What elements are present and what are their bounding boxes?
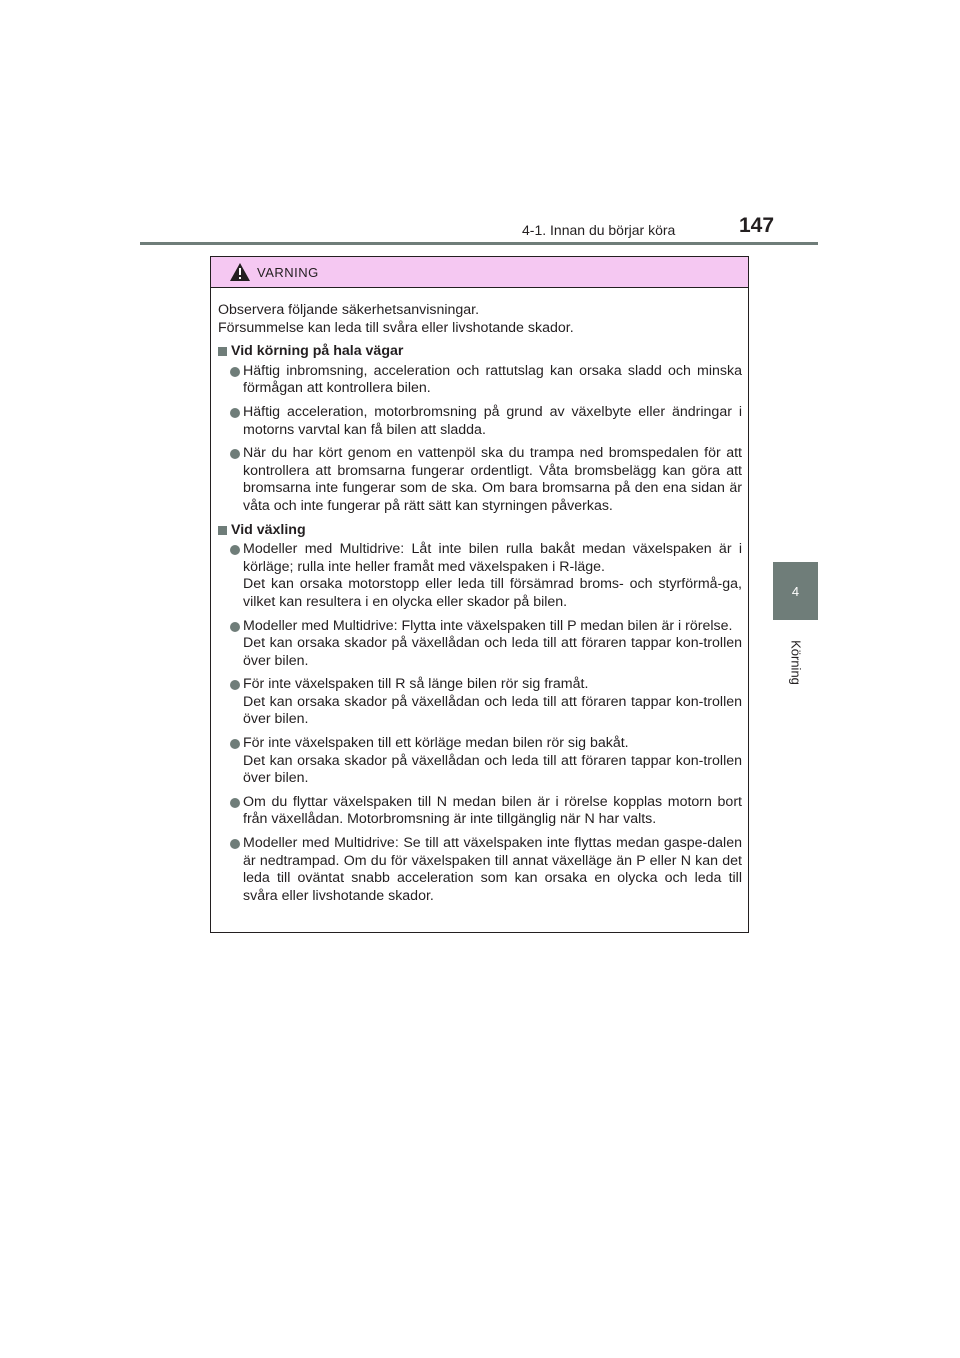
list-item <box>218 363 742 398</box>
bullet-list <box>218 541 742 905</box>
circle-bullet-icon <box>230 798 240 808</box>
list-item <box>218 618 742 671</box>
warning-intro <box>218 302 742 337</box>
circle-bullet-icon <box>230 622 240 632</box>
list-item <box>218 541 742 611</box>
circle-bullet-icon <box>230 408 240 418</box>
list-item <box>218 835 742 905</box>
list-item <box>218 794 742 829</box>
section-heading-text: Vid körning på hala vägar <box>231 343 404 360</box>
section-heading-text: Vid växling <box>231 521 306 538</box>
bullet-text: För inte växelspaken till ett körläge medan bilen rör sig bakåt. <box>243 735 629 752</box>
bullet-text: Häftig inbromsning, acceleration och rattutslag kan orsaka sladd och minska förmågan att kontrollera bilen. <box>243 362 742 397</box>
list-item <box>218 404 742 439</box>
section-heading <box>218 522 742 540</box>
bullet-text: Modeller med Multidrive: Låt inte bilen rulla bakåt medan växelspaken är i körläge; rulla inte heller framåt med växelspaken i R-läge. <box>243 541 742 575</box>
warning-section <box>218 343 742 515</box>
bullet-text: Det kan orsaka motorstopp eller leda till försämrad broms- och styrförmå-ga, vilket kan resultera i en olycka eller skador på bilen. <box>243 576 742 610</box>
warning-body <box>211 288 748 905</box>
intro-line: Försummelse kan leda till svåra eller livshotande skador. <box>218 319 574 336</box>
chapter-tab <box>773 562 818 620</box>
circle-bullet-icon <box>230 839 240 849</box>
section-heading <box>218 343 742 361</box>
bullet-text: Modeller med Multidrive: Flytta inte växelspaken till P medan bilen är i rörelse. <box>243 617 733 634</box>
circle-bullet-icon <box>230 680 240 690</box>
chapter-name: Körning <box>788 640 804 685</box>
intro-line: Observera följande säkerhetsanvisningar. <box>218 302 480 318</box>
bullet-text: När du har kört genom en vattenpöl ska du trampa ned bromspedalen för att kontrollera att bromsarna fungerar ordentligt. Våta bromsbelägg kan göra att bromsarna inte fungerar som de ska. Om bara bromsarna på den ena sidan är våta och inte fungerar på rätt sätt kan styrningen påverkas. <box>243 445 742 514</box>
warning-box <box>210 256 749 933</box>
list-item <box>218 445 742 515</box>
bullet-text: Om du flyttar växelspaken till N medan bilen är i rörelse kopplas motorn bort från växellådan. Motorbromsning är inte tillgänglig när N har valts. <box>243 793 742 828</box>
bullet-text: Det kan orsaka skador på växellådan och leda till att föraren tappar kon-trollen över bilen. <box>243 635 742 669</box>
warning-title: VARNING <box>257 264 319 280</box>
bullet-text: Häftig acceleration, motorbromsning på grund av växelbyte eller ändringar i motorns varvtal kan få bilen att sladda. <box>243 403 742 438</box>
section-title: 4-1. Innan du börjar köra <box>522 222 676 238</box>
warning-sections <box>218 343 742 905</box>
circle-bullet-icon <box>230 739 240 749</box>
bullet-text: Modeller med Multidrive: Se till att växelspaken inte flyttas medan gaspe-dalen är nedtrampad. Om du för växelspaken till annat växelläge än P eller N kan det leda till oväntat snabb acceleration som kan orsaka en olycka och leda till svåra eller livshotande skador. <box>243 835 742 904</box>
bullet-text: Det kan orsaka skador på växellådan och leda till att föraren tappar kon-trollen över bilen. <box>243 693 742 728</box>
warning-triangle-icon <box>229 262 251 282</box>
header-divider <box>140 242 818 245</box>
circle-bullet-icon <box>230 545 240 555</box>
page-number: 147 <box>739 214 775 237</box>
chapter-number: 4 <box>791 583 800 599</box>
bullet-text: För inte växelspaken till R så länge bilen rör sig framåt. <box>243 676 589 693</box>
square-bullet-icon <box>218 526 227 535</box>
bullet-text: Det kan orsaka skador på växellådan och leda till att föraren tappar kon-trollen över bilen. <box>243 752 742 787</box>
warning-section <box>218 522 742 906</box>
warning-header <box>211 257 748 288</box>
list-item <box>218 676 742 729</box>
square-bullet-icon <box>218 347 227 356</box>
list-item <box>218 735 742 788</box>
circle-bullet-icon <box>230 367 240 377</box>
bullet-list <box>218 363 742 516</box>
circle-bullet-icon <box>230 449 240 459</box>
